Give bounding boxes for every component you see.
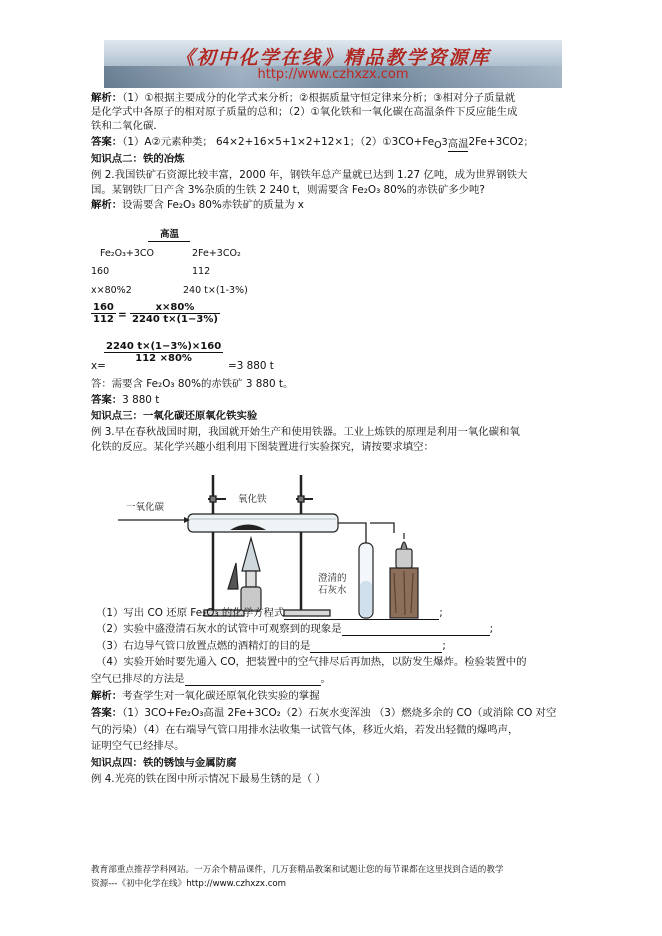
header-banner: [104, 40, 562, 88]
question-4-line-2: 空气已排尽的方法是 。: [91, 673, 331, 685]
label-limewater-1: 澄清的: [318, 573, 347, 584]
analysis-line-1: 解析：（1）①根据主要成分的化学式来分析；②根据质量守恒定律来分析；③相对分子质量就: [91, 92, 516, 104]
answer-2: 答：需要含 Fe₂O₃ 80%的赤铁矿 3 880 t。: [91, 378, 294, 390]
example-2-line-1: 例 2.我国铁矿石资源比较丰富，2000 年，钢铁年总产量就已达到 1.27 亿吨，成为世界钢铁大: [91, 169, 528, 181]
apparatus-diagram: [118, 463, 554, 623]
example-3-line-2: 化铁的反应。某化学兴趣小组利用下图装置进行实验探究，请按要求填空：: [91, 441, 434, 453]
footer-line-2: 资源---《初中化学在线》http://www.czhxzx.com: [91, 879, 287, 889]
ratio-equals: =: [118, 309, 127, 321]
example-3-line-1: 例 3.早在春秋战国时期，我国就开始生产和使用铁器。工业上炼铁的原理是利用一氧化碳和氧: [91, 426, 520, 438]
analysis-line-2: 是化学式中各原子的相对原子质量的总和；（2）①氧化铁和一氧化碳在高温条件下反应能生成: [91, 106, 518, 118]
banner-url[interactable]: http://www.czhxzx.com: [257, 67, 409, 82]
answer-line-1: 答案：（1）A②元素种类； 64×2+16×5+1×2+12×1；$(2)①3CO+Fe_O3$高温2Fe+3CO2；: [91, 136, 534, 152]
footer-line-1: 教育部重点推荐学科网站。一万余个精品课件，几万套精品教案和试题让您的每节课都在这里找到合适的教学: [91, 865, 504, 875]
analysis-line-3: 铁和二氧化碳．: [91, 120, 164, 132]
solution-2: 解析：设需要含 Fe₂O₃ 80%赤铁矿的质量为 x: [91, 199, 304, 211]
label-co: 一氧化碳: [126, 502, 165, 513]
banner-title: 《初中化学在线》精品教学资源库: [175, 47, 491, 69]
question-3: （3）右边导气管口放置点燃的酒精灯的目的是 ;: [96, 640, 446, 652]
label-limewater-2: 石灰水: [318, 585, 347, 596]
label-fe2o3: 氧化铁: [238, 494, 267, 505]
reaction-tube: [188, 514, 338, 532]
answer-3-line-2: 气的污染）（4）在右端导气管口用排水法收集一试管气体，移近火焰，若发出轻微的爆鸣声，: [91, 724, 519, 736]
question-2: （2）实验中盛澄清石灰水的试管中可观察到的现象是 ;: [96, 623, 494, 635]
question-4-line-1: （4）实验开始时要先通入 CO，把装置中的空气排尽后再加热，以防发生爆炸。检验装置中的: [96, 656, 527, 668]
answer-3-line-3: 证明空气已经排尽。: [91, 740, 185, 752]
result-fraction: $\frac{2240 t\times(1-3\%)\times 160}{112 \times 80\%}$: [106, 341, 222, 364]
reaction-left: Fe₂O₃+3CO: [100, 248, 154, 259]
reaction-right: 2Fe+3CO₂: [192, 248, 241, 259]
ratio-right: $\frac{x\times 80\%}{2240 t\times(1-3\%)}$: [132, 302, 218, 325]
iron-mass: 240 t×(1-3%): [183, 285, 248, 296]
mass-160: 160: [91, 266, 110, 277]
result-value: =3 880 t: [228, 360, 274, 372]
ratio-left: $\frac{160}{112}$: [93, 302, 114, 325]
reaction-condition: 高温: [160, 229, 180, 240]
knowledge-point-2: 知识点二：铁的冶炼: [91, 153, 185, 165]
example-4: 例 4.光亮的铁在图中所示情况下最易生锈的是（ ）: [91, 773, 326, 785]
knowledge-point-4: 知识点四：铁的锈蚀与金属防腐: [91, 757, 237, 769]
question-1: （1）写出 CO 还原 Fe₂O₃ 的化学方程式 ;: [96, 607, 443, 619]
knowledge-point-3: 知识点三：一氧化碳还原氧化铁实验: [91, 410, 258, 422]
solution-3: 解析：考查学生对一氧化碳还原氧化铁实验的掌握: [91, 690, 320, 702]
example-2-line-2: 国。某钢铁厂日产含 3%杂质的生铁 2 240 t，则需要含 Fe₂O₃ 80%的赤铁矿多少吨?: [91, 184, 485, 196]
reaction-arrow-line: [148, 241, 190, 242]
x-equals: x=: [91, 360, 106, 372]
alcohol-lamp: [228, 538, 261, 611]
co-inlet: [118, 517, 190, 523]
answer-3-line-1: 答案：（1）3CO+Fe₂O₃高温 2Fe+3CO₂（2）石灰水变浑浊 （3）燃烧多余的 CO（或消除 CO 对空: [91, 707, 557, 719]
unknown-mass: x×80%2: [91, 285, 132, 296]
answer-2-final: 答案：3 880 t: [91, 394, 160, 406]
mass-112: 112: [192, 266, 211, 277]
